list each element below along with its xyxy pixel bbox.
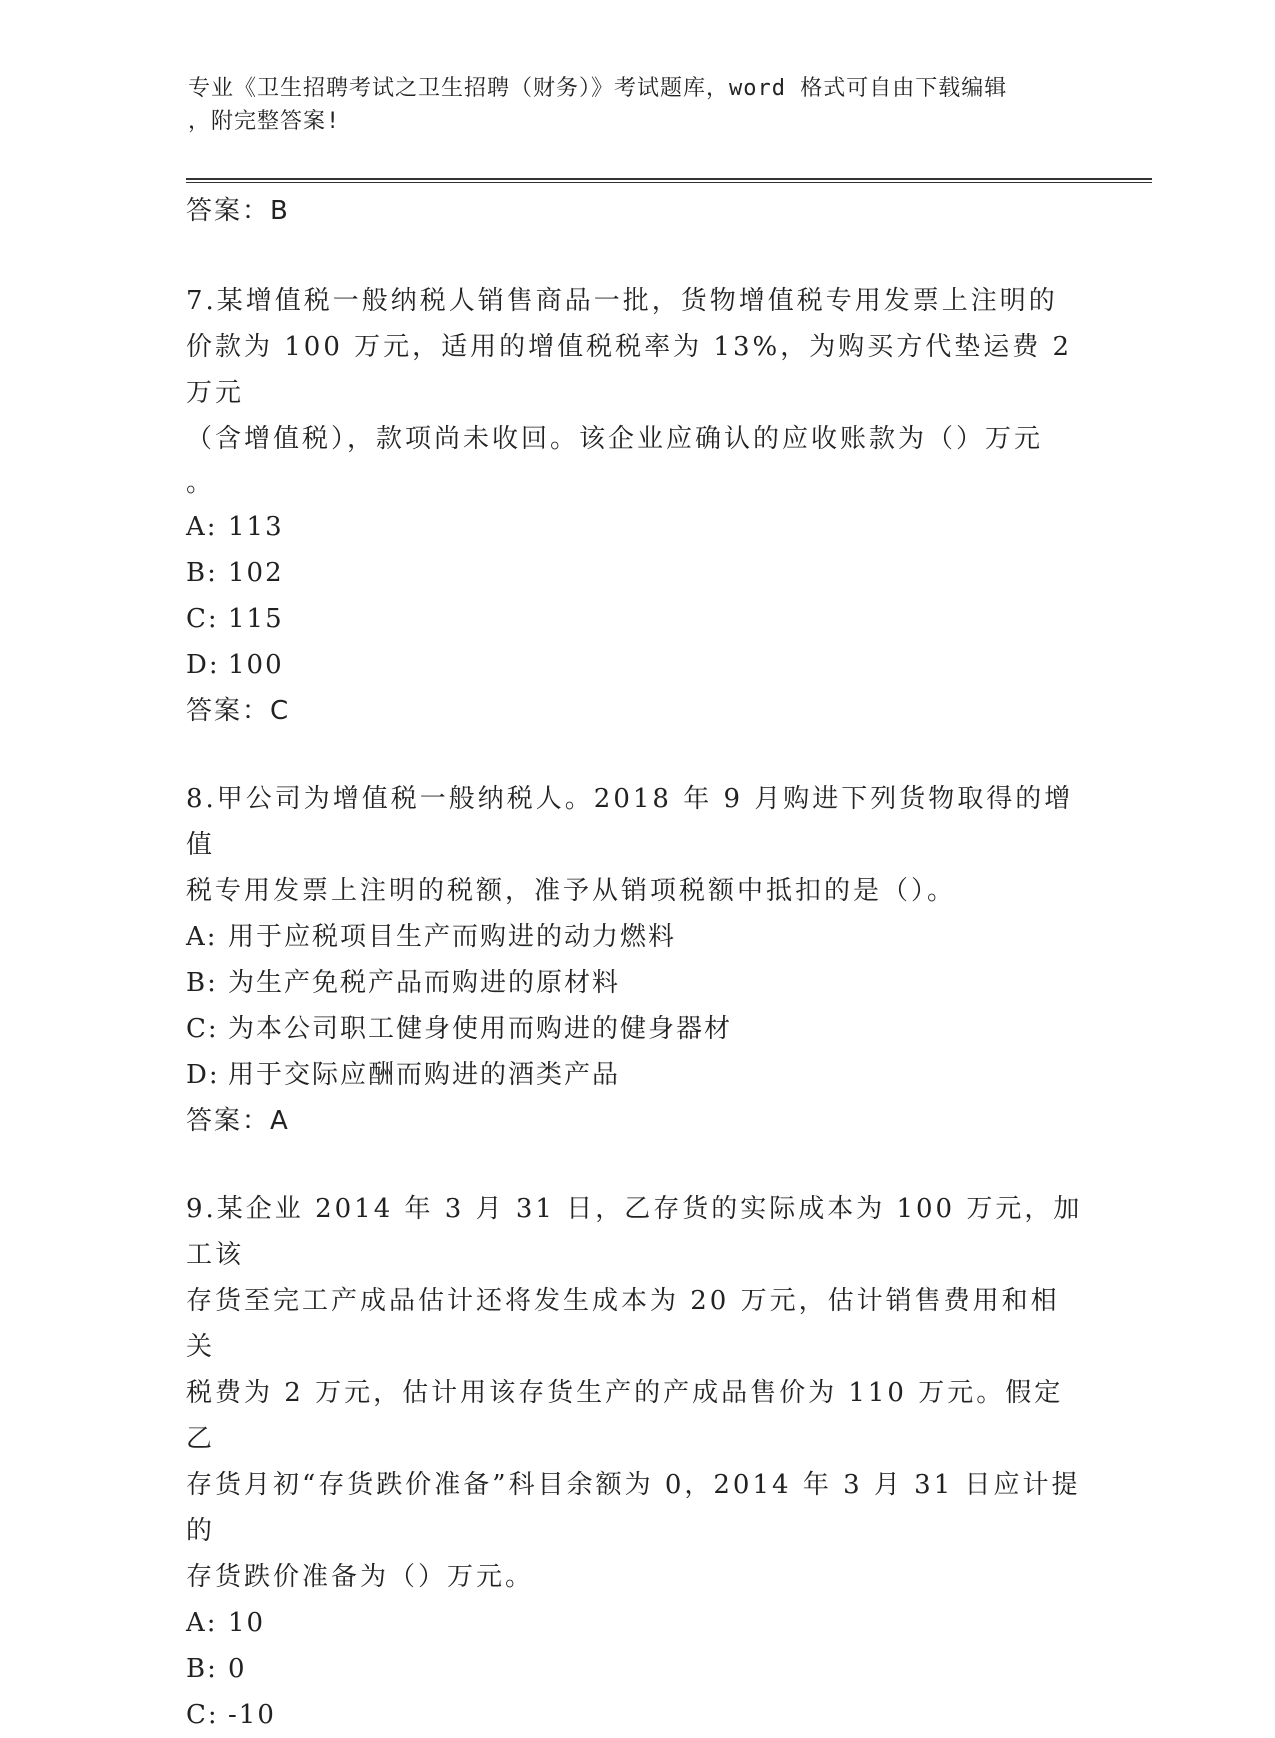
option-c	[186, 596, 1086, 642]
stem-line: 8.甲公司为增值税一般纳税人。2018 年 9 月购进下列货物取得的增值	[186, 784, 1074, 860]
stem-line: 9.某企业 2014 年 3 月 31 日，乙存货的实际成本为 100 万元，加工该	[186, 1194, 1083, 1270]
option-text: 100	[228, 650, 284, 680]
option-letter: A:	[186, 512, 218, 542]
option-text: 用于应税项目生产而购进的动力燃料	[228, 922, 677, 952]
option-letter: B:	[186, 558, 218, 588]
option-a	[186, 504, 1086, 550]
question-stem	[186, 278, 1086, 504]
option-text: 10	[228, 1608, 266, 1638]
document-body	[186, 188, 1086, 1738]
option-text: 115	[228, 604, 284, 634]
option-b	[186, 1646, 1086, 1692]
option-c	[186, 1692, 1086, 1738]
answer: 答案：C	[186, 696, 291, 726]
stem-line: 。	[186, 468, 216, 498]
option-text: 0	[228, 1654, 247, 1684]
option-text: 113	[228, 512, 284, 542]
option-letter: C:	[186, 1700, 219, 1730]
option-b	[186, 960, 1086, 1006]
option-text: 102	[228, 558, 284, 588]
header-line-2: ，附完整答案!	[188, 109, 341, 134]
option-c	[186, 1006, 1086, 1052]
option-d	[186, 642, 1086, 688]
question-stem	[186, 1186, 1086, 1600]
option-text: 用于交际应酬而购进的酒类产品	[228, 1060, 621, 1090]
previous-answer: 答案：B	[186, 196, 290, 226]
option-a	[186, 914, 1086, 960]
answer: 答案：A	[186, 1106, 290, 1136]
stem-line: 税专用发票上注明的税额，准予从销项税额中抵扣的是（）。	[186, 876, 957, 906]
question-7	[186, 278, 1086, 734]
option-text: 为生产免税产品而购进的原材料	[228, 968, 621, 998]
stem-line: （含增值税），款项尚未收回。该企业应确认的应收账款为（）万元	[186, 424, 1044, 454]
stem-line: 税费为 2 万元，估计用该存货生产的产成品售价为 110 万元。假定乙	[186, 1378, 1064, 1454]
option-a	[186, 1600, 1086, 1646]
question-8	[186, 776, 1086, 1144]
option-letter: B:	[186, 968, 218, 998]
page-header	[188, 72, 1088, 138]
stem-line: 存货跌价准备为（）万元。	[186, 1562, 535, 1592]
option-d	[186, 1052, 1086, 1098]
option-text: -10	[228, 1700, 276, 1730]
question-9	[186, 1186, 1086, 1738]
header-divider	[186, 178, 1152, 183]
stem-line: 7.某增值税一般纳税人销售商品一批，货物增值税专用发票上注明的	[186, 286, 1058, 316]
question-stem	[186, 776, 1086, 914]
option-letter: B:	[186, 1654, 218, 1684]
option-b	[186, 550, 1086, 596]
option-letter: C:	[186, 1014, 219, 1044]
option-letter: A:	[186, 1608, 218, 1638]
option-letter: D:	[186, 1060, 220, 1090]
header-line-1: 专业《卫生招聘考试之卫生招聘（财务）》考试题库，word 格式可自由下载编辑	[188, 76, 1008, 101]
stem-line: 价款为 100 万元，适用的增值税税率为 13%，为购买方代垫运费 2 万元	[186, 332, 1073, 408]
option-letter: A:	[186, 922, 218, 952]
option-text: 为本公司职工健身使用而购进的健身器材	[228, 1014, 733, 1044]
stem-line: 存货月初“存货跌价准备”科目余额为 0，2014 年 3 月 31 日应计提的	[186, 1470, 1081, 1546]
stem-line: 存货至完工产成品估计还将发生成本为 20 万元，估计销售费用和相关	[186, 1286, 1060, 1362]
option-letter: D:	[186, 650, 220, 680]
option-letter: C:	[186, 604, 219, 634]
